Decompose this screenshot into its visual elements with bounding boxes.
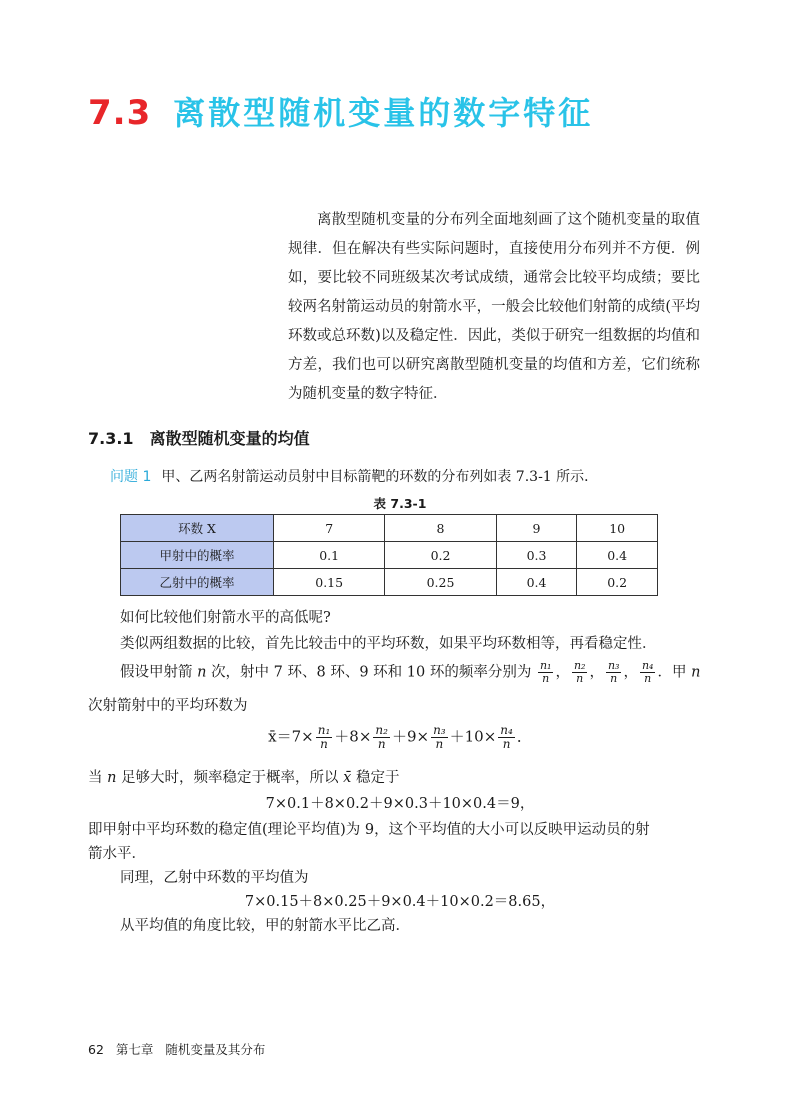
fraction: $\frac{\text{n₂}}{n}$: [375, 723, 388, 751]
row-header: 环数 X: [121, 515, 274, 542]
table-cell: 0.1: [274, 542, 385, 569]
table-cell: 0.2: [385, 542, 496, 569]
final-line: 从平均值的角度比较，甲的射箭水平比乙高．: [120, 918, 410, 934]
chapter-heading: 离散型随机变量的数字特征: [173, 94, 594, 132]
problem-text: 甲、乙两名射箭运动员射中目标箭靶的环数的分布列如表 7.3-1 所示．: [161, 469, 599, 485]
chapter-number: 7.3: [88, 93, 152, 133]
footer-chapter: 第七章: [115, 1042, 154, 1057]
fraction: $\frac{\text{n₂}}{n}$: [573, 659, 586, 685]
table-cell: 0.4: [496, 569, 577, 596]
text-run: 假设甲射箭: [120, 664, 193, 681]
variable-n: n: [107, 770, 117, 786]
page-number: 62: [88, 1042, 104, 1057]
table-cell: 10: [577, 515, 658, 542]
section-heading: [88, 426, 310, 449]
table-row: [121, 542, 658, 569]
conclusion-line-2: 箭水平．: [88, 846, 146, 862]
calc-jia: 7×0.1＋8×0.2＋9×0.3＋10×0.4＝9，: [265, 796, 535, 812]
fraction: $\frac{\text{n₄}}{n}$: [641, 659, 654, 685]
table-row: [121, 515, 658, 542]
problem-label: 问题 1: [110, 469, 152, 485]
section-title: 离散型随机变量的均值: [149, 429, 310, 448]
footer-title: 随机变量及其分布: [165, 1042, 266, 1057]
problem-statement: [110, 466, 598, 486]
table-row: [121, 569, 658, 596]
table-cell: 9: [496, 515, 577, 542]
row-header: 乙射中的概率: [121, 569, 274, 596]
distribution-table: [120, 514, 658, 596]
mean-formula: x̄＝7× $\frac{\text{n₁}}{n}$ ＋8× $\frac{\text{n₂}}{n}$ ＋9× $\frac{\text{n₃}}{n}$ ＋10× $\frac{\text{n₄}}{n}$ ．: [268, 723, 532, 751]
chapter-title: [88, 88, 593, 138]
fraction: $\frac{\text{n₁}}{n}$: [539, 659, 552, 685]
table-cell: 0.2: [577, 569, 658, 596]
table-caption: 表 7.3-1: [373, 496, 427, 511]
question-line: 如何比较他们射箭水平的高低呢?: [120, 610, 331, 626]
table-cell: 0.25: [385, 569, 496, 596]
table-cell: 7: [274, 515, 385, 542]
approach-line: 类似两组数据的比较，首先比较击中的平均环数，如果平均环数相等，再看稳定性．: [120, 636, 657, 652]
page-footer: [88, 1040, 277, 1058]
variable-n: n: [691, 664, 701, 681]
table-cell: 0.15: [274, 569, 385, 596]
table-cell: 0.3: [496, 542, 577, 569]
calc-yi: 7×0.15＋8×0.25＋9×0.4＋10×0.2＝8.65，: [244, 894, 556, 910]
fraction: $\frac{\text{n₁}}{n}$: [317, 723, 331, 751]
similar-line: 同理，乙射中环数的平均值为: [120, 870, 309, 886]
section-number: 7.3.1: [88, 429, 134, 448]
limit-line: 当 n 足够大时，频率稳定于概率，所以 x̄ 稳定于: [88, 770, 400, 786]
assumption-line-2: 次射箭射中的平均环数为: [88, 698, 248, 714]
text-run: ．甲: [657, 664, 687, 681]
assumption-line: 假设甲射箭 n 次，射中 7 环、8 环、9 环和 10 环的频率分别为 $\frac{\text{n₁}}{n}$ ， $\frac{\text{n₂}}{n}$ ， $\frac{\text{n₃}}{n}$ ， $\frac{\text{n₄}}{n}$ ．甲 n: [120, 659, 701, 685]
intro-paragraph: 离散型随机变量的分布列全面地刻画了这个随机变量的取值规律．但在解决有些实际问题时，直接使用分布列并不方便．例如，要比较不同班级某次考试成绩，通常会比较平均成绩；要比较两名射箭运动员的射箭水平，一般会比较他们射箭的成绩(平均环数或总环数)以及稳定性．因此，类似于研究一组数据的均值和方差，我们也可以研究离散型随机变量的均值和方差，它们统称为随机变量的数字特征．: [288, 212, 700, 402]
table-cell: 0.4: [577, 542, 658, 569]
fraction: $\frac{\text{n₄}}{n}$: [500, 723, 513, 751]
row-header: 甲射中的概率: [121, 542, 274, 569]
table-cell: 8: [385, 515, 496, 542]
conclusion-line-1: 即甲射中平均环数的稳定值(理论平均值)为 9，这个平均值的大小可以反映甲运动员的射: [88, 822, 650, 838]
fraction: $\frac{\text{n₃}}{n}$: [433, 723, 446, 751]
variable-xbar: x̄: [343, 770, 352, 786]
variable-n: n: [197, 664, 207, 681]
text-run: 次，射中 7 环、8 环、9 环和 10 环的频率分别为: [211, 664, 532, 681]
fraction: $\frac{\text{n₃}}{n}$: [607, 659, 620, 685]
